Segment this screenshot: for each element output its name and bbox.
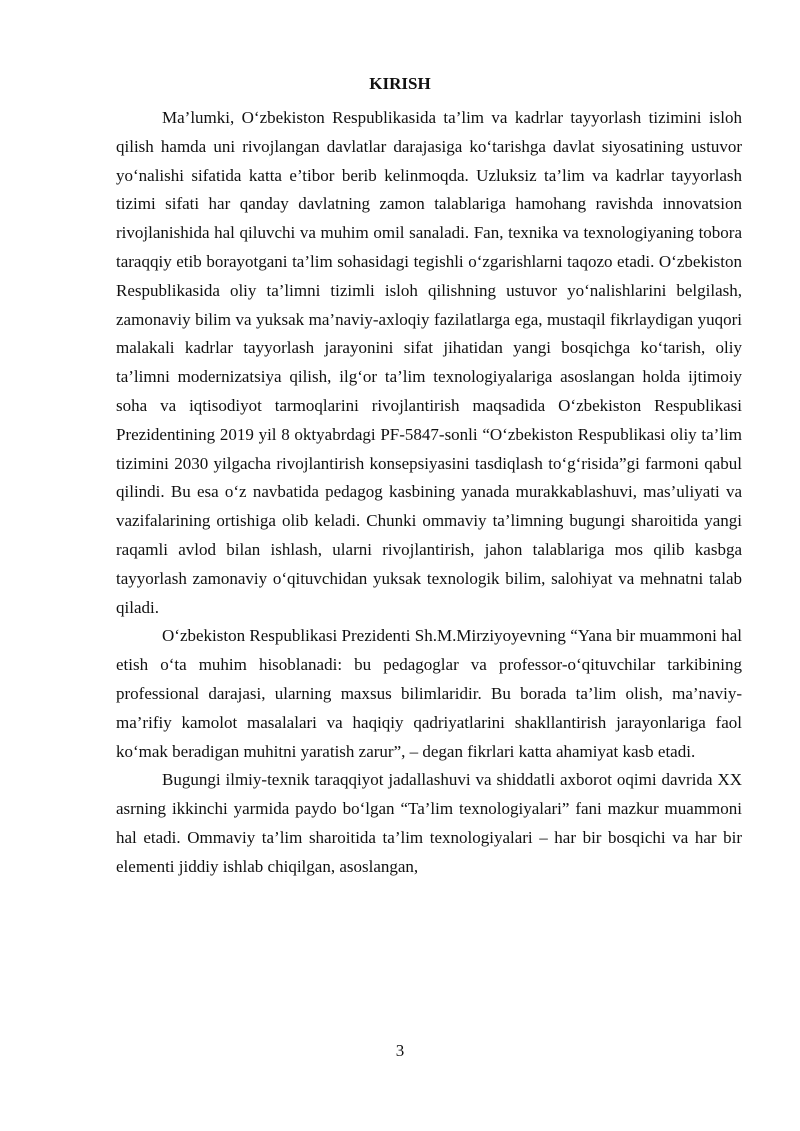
page-number: 3 [395,1041,405,1060]
body-text [116,104,742,882]
paragraph-3: Bugungi ilmiy-texnik taraqqiyot jadallashuvi va shiddatli axborot oqimi davrida XX asrning ikkinchi yarmida paydo bo‘lgan “Ta’lim texnologiyalari” fani mazkur muammoni hal etadi. Ommaviy ta’lim sharoitida ta’lim texnologiyalari – har bir bosqichi va har bir elementi jiddiy ishlab chiqilgan, asoslangan, [116,770,742,876]
paragraph-1: Ma’lumki, O‘zbekiston Respublikasida ta’lim va kadrlar tayyorlash tizimini isloh qilish hamda uni rivojlangan davlatlar darajasiga ko‘tarishga davlat siyosatining ustuvor yo‘nalishi sifatida katta e’tibor berib kelinmoqda. Uzluksiz ta’lim va kadrlar tayyorlash tizimi sifati har qanday davlatning zamon talablariga hamohang ravishda innovatsion rivojlanishida hal qiluvchi va muhim omil sanaladi. Fan, texnika va texnologiyaning tobora taraqqiy etib borayotgani ta’lim sohasidagi tegishli o‘zgarishlarni taqozo etadi. O‘zbekiston Respublikasida oliy ta’limni tizimli isloh qilishning ustuvor yo‘nalishlarini belgilash, zamonaviy bilim va yuksak ma’naviy-axloqiy fazilatlarga ega, mustaqil fikrlaydigan yuqori malakali kadrlar tayyorlash jarayonini sifat jihatidan yangi bosqichga ko‘tarish, oliy ta’limni modernizatsiya qilish, ilg‘or ta’lim texnologiyalariga asoslangan holda ijtimoiy soha va iqtisodiyot tarmoqlarini rivojlantirish maqsadida O‘zbekiston Respublikasi Prezidentining 2019 yil 8 oktyabrdagi PF-5847-sonli “O‘zbekiston Respublikasi oliy ta’lim tizimini 2030 yilgacha rivojlantirish konsepsiyasini tasdiqlash to‘g‘risida”gi farmoni qabul qilindi. Bu esa o‘z navbatida pedagog kasbining yanada murakkablashuvi, mas’uliyati va vazifalarining ortishiga olib keladi. Chunki ommaviy ta’limning bugungi sharoitida yangi raqamli avlod bilan ishlash, ularni rivojlantirish, jahon talablariga mos qilib kasbga tayyorlash zamonaviy o‘qituvchidan yuksak texnologik bilim, salohiyat va mehnatni talab qiladi. [116,108,742,617]
section-title: KIRISH [369,74,431,93]
paragraph-2: O‘zbekiston Respublikasi Prezidenti Sh.M.Mirziyoyevning “Yana bir muammoni hal etish o‘ta muhim hisoblanadi: bu pedagoglar va professor-o‘qituvchilar tarkibining professional darajasi, ularning maxsus bilimlaridir. Bu borada ta’lim olish, ma’naviy-ma’rifiy kamolot masalalari va haqiqiy qadriyatlarini shakllantirish jarayonlariga faol ko‘mak beradigan muhitni yaratish zarur”, – degan fikrlari katta ahamiyat kasb etadi. [116,626,742,761]
